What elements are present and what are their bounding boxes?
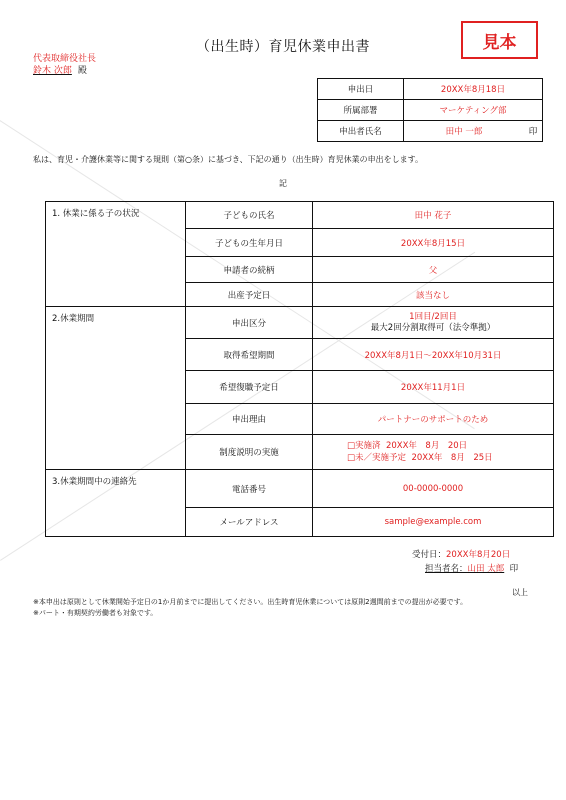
addressee-title: 代表取締役社長 bbox=[33, 54, 97, 64]
staff-name bbox=[425, 562, 518, 574]
row-label: 電話番号 bbox=[186, 470, 313, 508]
addressee bbox=[33, 53, 96, 77]
row-value: パートナーのサポートのため bbox=[313, 404, 554, 435]
row-label: 子どもの氏名 bbox=[186, 202, 313, 229]
applicant-row bbox=[318, 79, 543, 100]
applicant-label: 所属部署 bbox=[318, 100, 404, 121]
applicant-row bbox=[318, 100, 543, 121]
section-title: 2.休業期間 bbox=[46, 307, 186, 470]
row-value: 20XX年8月15日 bbox=[313, 229, 554, 257]
done-date: 20XX年 8月 20日 bbox=[385, 441, 468, 451]
row-label: 申出区分 bbox=[186, 307, 313, 339]
checkbox-done: □実施済 bbox=[347, 441, 381, 451]
applicant-value: 田中 一郎 bbox=[404, 121, 525, 142]
applicant-table bbox=[317, 78, 543, 142]
application-type-note: 最大2回分割取得可（法令準拠） bbox=[370, 322, 496, 333]
row-value: 該当なし bbox=[313, 283, 554, 307]
applicant-label: 申出者氏名 bbox=[318, 121, 404, 142]
ki-heading: 記 bbox=[279, 179, 287, 188]
row-label: メールアドレス bbox=[186, 508, 313, 537]
table-row bbox=[46, 202, 554, 229]
seal-mark: 印 bbox=[524, 121, 543, 142]
row-value bbox=[313, 435, 554, 470]
received-value: 20XX年8月20日 bbox=[446, 550, 511, 560]
row-value: sample@example.com bbox=[313, 508, 554, 537]
staff-label: 担当者名： bbox=[425, 564, 468, 574]
row-value bbox=[313, 307, 554, 339]
intro-text: 私は、育児・介護休業等に関する規則（第○条）に基づき、下記の通り（出生時）育児休業の申出をします。 bbox=[33, 155, 424, 164]
applicant-value: 20XX年8月18日 bbox=[404, 79, 543, 100]
notes bbox=[33, 597, 543, 619]
row-value: 20XX年8月1日～20XX年10月31日 bbox=[313, 339, 554, 371]
row-value: 20XX年11月1日 bbox=[313, 371, 554, 404]
addressee-honorific: 殿 bbox=[77, 66, 87, 76]
page-title: （出生時）育児休業申出書 bbox=[196, 39, 370, 55]
applicant-label: 申出日 bbox=[318, 79, 404, 100]
staff-seal: 印 bbox=[509, 564, 519, 574]
application-type: 1回目/2回目 bbox=[409, 311, 457, 322]
row-label: 出産予定日 bbox=[186, 283, 313, 307]
row-value: 00-0000-0000 bbox=[313, 470, 554, 508]
row-value: 父 bbox=[313, 257, 554, 283]
received-label: 受付日： bbox=[412, 550, 447, 560]
received-date bbox=[412, 548, 510, 560]
section-title: 3.休業期間中の連絡先 bbox=[46, 470, 186, 537]
row-label: 制度説明の実施 bbox=[186, 435, 313, 470]
sample-stamp: 見本 bbox=[461, 21, 538, 59]
note-item: ※パート・有期契約労働者も対象です。 bbox=[33, 609, 158, 617]
staff-value: 山田 太郎 bbox=[467, 564, 505, 574]
planned-date: 20XX年 8月 25日 bbox=[411, 453, 493, 463]
row-label: 申出理由 bbox=[186, 404, 313, 435]
table-row bbox=[46, 307, 554, 339]
row-label: 申請者の続柄 bbox=[186, 257, 313, 283]
leave-details-table bbox=[45, 201, 554, 537]
row-value: 田中 花子 bbox=[313, 202, 554, 229]
closing-mark: 以上 bbox=[512, 588, 528, 597]
table-row bbox=[46, 470, 554, 508]
note-item: ※本申出は原則として休業開始予定日の1か月前までに提出してください。出生時育児休業については原則2週間前までの提出が必要です。 bbox=[33, 598, 468, 606]
row-label: 子どもの生年月日 bbox=[186, 229, 313, 257]
applicant-value: マーケティング部 bbox=[404, 100, 543, 121]
section-title: 1. 休業に係る子の状況 bbox=[46, 202, 186, 307]
applicant-row bbox=[318, 121, 543, 142]
row-label: 取得希望期間 bbox=[186, 339, 313, 371]
row-label: 希望復職予定日 bbox=[186, 371, 313, 404]
checkbox-planned: □未／実施予定 bbox=[347, 453, 407, 463]
addressee-name: 鈴木 次郎 bbox=[33, 66, 72, 76]
